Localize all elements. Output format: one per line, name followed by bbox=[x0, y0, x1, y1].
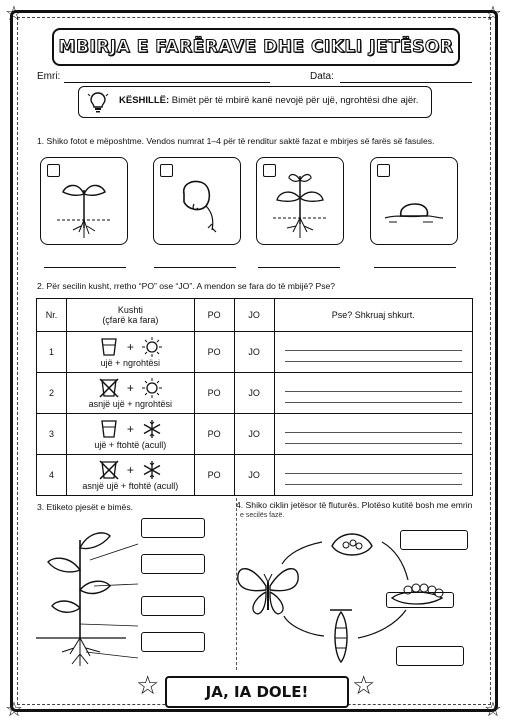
table-row bbox=[37, 332, 473, 373]
corner-star-icon: ☆ bbox=[484, 699, 502, 721]
row-number: 1 bbox=[37, 332, 67, 373]
column-header-nr: Nr. bbox=[37, 299, 67, 332]
tip-text: Bimët për të mbirë kanë nevojë për ujë, ngrohtësi dhe ajër. bbox=[171, 95, 419, 106]
jo-option[interactable]: JO bbox=[234, 332, 274, 373]
conditions-table bbox=[36, 298, 473, 496]
answer-line[interactable] bbox=[374, 267, 456, 268]
jo-option[interactable]: JO bbox=[234, 455, 274, 496]
kushti-subtitle: (çfarë ka fara) bbox=[102, 315, 159, 325]
po-option[interactable]: PO bbox=[194, 414, 234, 455]
condition-cell: + asnjë ujë + ftohtë (acull) bbox=[66, 455, 194, 496]
tip-label: KËSHILLË: bbox=[119, 95, 170, 106]
column-header-kushti bbox=[66, 299, 194, 332]
column-header-pse: Pse? Shkruaj shkurt. bbox=[274, 299, 472, 332]
sun-icon bbox=[142, 378, 162, 398]
sun-icon bbox=[142, 337, 162, 357]
question-4-line1: 4. Shiko ciklin jetësor të fluturës. Plotëso kutitë bosh me emrin bbox=[236, 500, 473, 510]
water-glass-icon bbox=[99, 337, 119, 357]
table-row bbox=[37, 455, 473, 496]
plant-card bbox=[256, 157, 344, 245]
eggs-on-leaf-icon bbox=[332, 534, 372, 555]
water-glass-icon bbox=[99, 419, 119, 439]
answer-line[interactable] bbox=[44, 267, 126, 268]
po-option[interactable]: PO bbox=[194, 373, 234, 414]
reason-cell[interactable] bbox=[274, 373, 472, 414]
bean-with-root-icon bbox=[164, 168, 230, 240]
row-number: 3 bbox=[37, 414, 67, 455]
cycle-arrow bbox=[284, 616, 324, 636]
stage-label-box[interactable] bbox=[386, 592, 454, 608]
plant-label-box[interactable] bbox=[141, 554, 205, 574]
question-2: 2. Për secilin kusht, rretho “PO” ose “JO”. A mendon se fara do të mbijë? Pse? bbox=[37, 281, 336, 291]
po-option[interactable]: PO bbox=[194, 455, 234, 496]
name-label: Emri: bbox=[37, 71, 61, 82]
corner-star-icon: ☆ bbox=[5, 3, 23, 25]
row-number: 4 bbox=[37, 455, 67, 496]
plant-label-box[interactable] bbox=[141, 596, 205, 616]
condition-caption: ujë + ftohtë (acull) bbox=[94, 440, 167, 450]
name-field[interactable] bbox=[64, 82, 270, 83]
date-label: Data: bbox=[310, 71, 334, 82]
stage-label-box[interactable] bbox=[396, 646, 464, 666]
condition-cell: + ujë + ngrohtësi bbox=[66, 332, 194, 373]
jo-option[interactable]: JO bbox=[234, 373, 274, 414]
snowflake-icon bbox=[142, 460, 162, 480]
condition-caption: ujë + ngrohtësi bbox=[100, 358, 160, 368]
cycle-arrow bbox=[282, 542, 322, 564]
condition-cell: + asnjë ujë + ngrohtësi bbox=[66, 373, 194, 414]
plant-label-box[interactable] bbox=[141, 632, 205, 652]
worksheet-title: MBIRJA E FARËRAVE DHE CIKLI JETËSOR bbox=[52, 28, 460, 66]
ribbon-banner: JA, IA DOLE! bbox=[165, 676, 349, 708]
snowflake-icon bbox=[142, 419, 162, 439]
question-1: 1. Shiko fotot e mëposhtme. Vendos numrat 1–4 për të renditur saktë fazat e mbirjes së farës së fasules. bbox=[37, 136, 435, 146]
kushti-title: Kushti bbox=[117, 305, 143, 315]
jo-option[interactable]: JO bbox=[234, 414, 274, 455]
seed-in-soil-icon bbox=[381, 168, 447, 240]
butterfly-icon bbox=[238, 569, 298, 614]
chrysalis-icon bbox=[330, 610, 352, 662]
table-row bbox=[37, 414, 473, 455]
answer-line[interactable] bbox=[154, 267, 236, 268]
date-field[interactable] bbox=[340, 82, 472, 83]
seed-root-card bbox=[153, 157, 241, 245]
smiling-star-icon: ☆ bbox=[136, 670, 160, 700]
table-row bbox=[37, 373, 473, 414]
answer-line[interactable] bbox=[258, 267, 340, 268]
question-4-line2: e secilës fazë. bbox=[240, 512, 285, 519]
lightbulb-icon bbox=[87, 90, 109, 114]
column-header-po: PO bbox=[194, 299, 234, 332]
reason-cell[interactable] bbox=[274, 455, 472, 496]
stage-label-box[interactable] bbox=[400, 530, 468, 550]
corner-star-icon: ☆ bbox=[484, 3, 502, 25]
condition-cell: + ujë + ftohtë (acull) bbox=[66, 414, 194, 455]
column-header-jo: JO bbox=[234, 299, 274, 332]
sprout-with-roots-icon bbox=[51, 168, 117, 240]
plant-with-leaves-icon bbox=[267, 168, 333, 240]
plant-label-box[interactable] bbox=[141, 518, 205, 538]
seed-card bbox=[370, 157, 458, 245]
no-water-glass-icon bbox=[99, 378, 119, 398]
sprout-card bbox=[40, 157, 128, 245]
corner-star-icon: ☆ bbox=[5, 699, 23, 721]
question-3: 3. Etiketo pjesët e bimës. bbox=[37, 502, 134, 512]
reason-cell[interactable] bbox=[274, 332, 472, 373]
condition-caption: asnjë ujë + ftohtë (acull) bbox=[82, 481, 179, 491]
tip-box bbox=[78, 86, 432, 118]
row-number: 2 bbox=[37, 373, 67, 414]
po-option[interactable]: PO bbox=[194, 332, 234, 373]
no-water-glass-icon bbox=[99, 460, 119, 480]
cycle-arrow bbox=[358, 610, 406, 638]
smiling-star-icon: ☆ bbox=[352, 670, 376, 700]
reason-cell[interactable] bbox=[274, 414, 472, 455]
condition-caption: asnjë ujë + ngrohtësi bbox=[88, 399, 172, 409]
